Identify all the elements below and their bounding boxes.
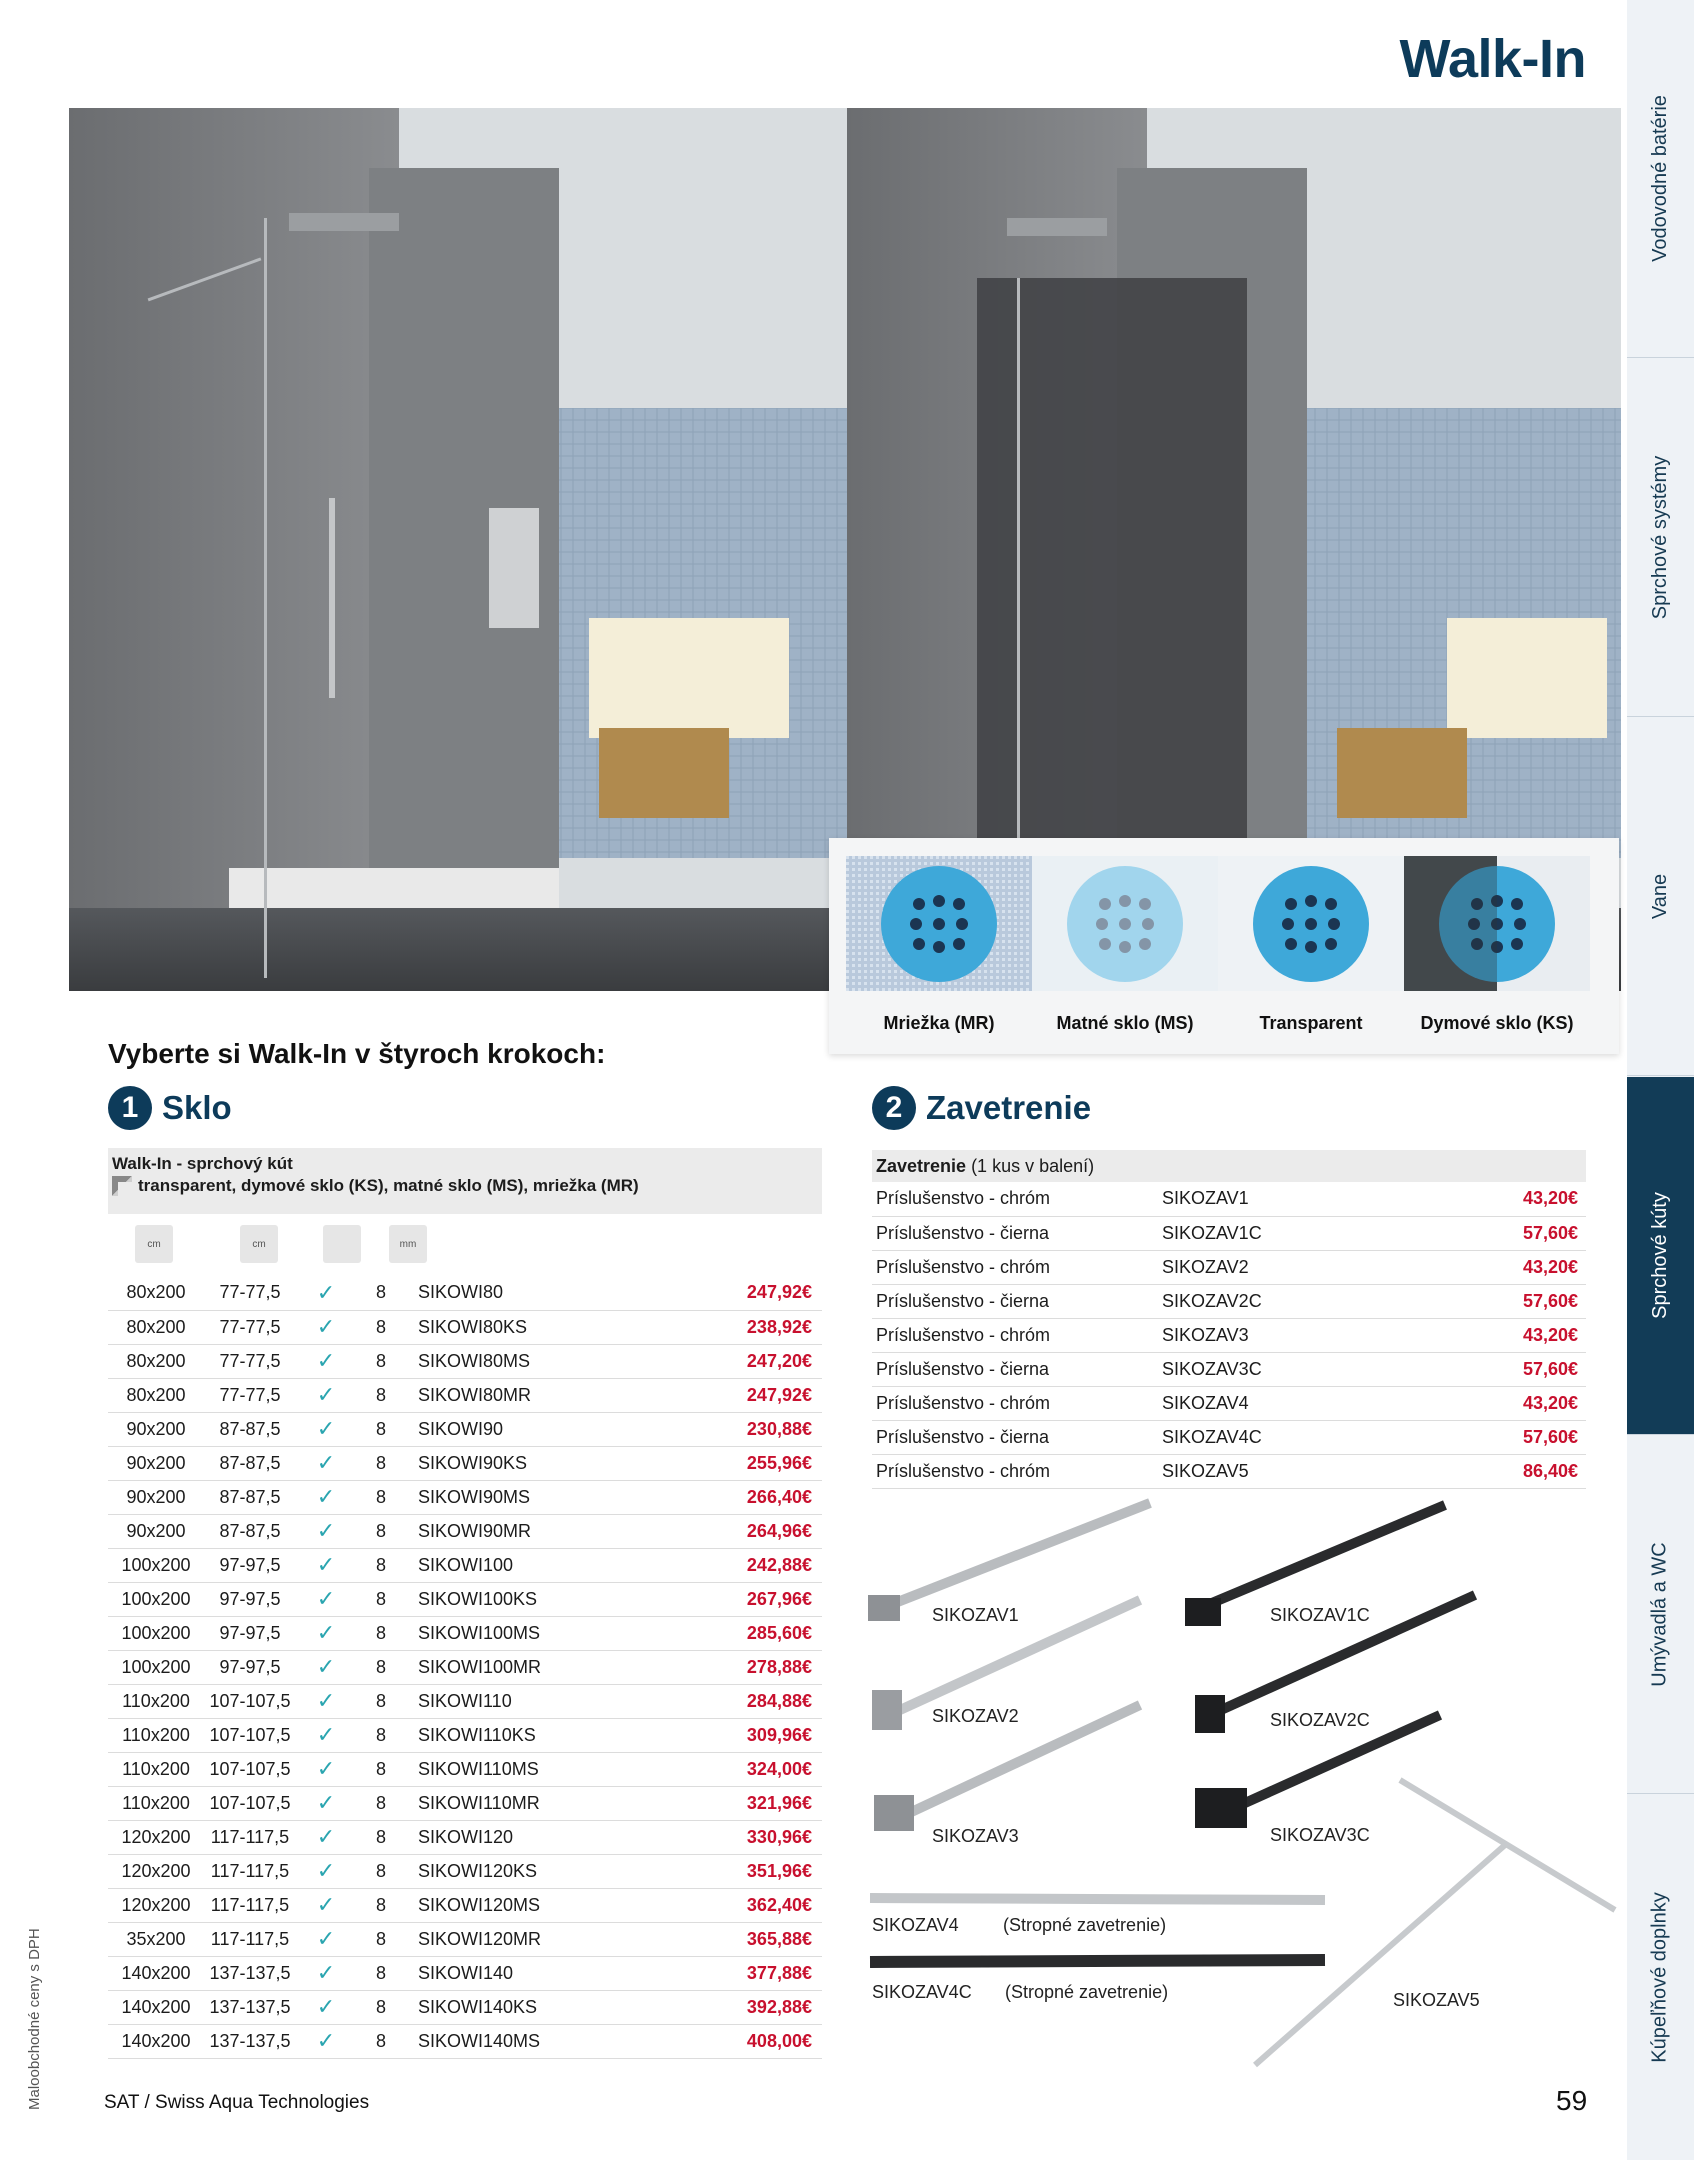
check-icon: ✓ [296, 1888, 356, 1922]
adjust-range-cell: 97-97,5 [204, 1548, 296, 1582]
adjust-range-cell: 137-137,5 [204, 1990, 296, 2024]
check-icon: ✓ [296, 1990, 356, 2024]
sikozav3c-image [1195, 1715, 1440, 1828]
swatch-transparent [1218, 856, 1404, 991]
thickness-cell: 8 [356, 1684, 406, 1718]
size-cell: 100x200 [108, 1548, 204, 1582]
check-icon: ✓ [296, 1616, 356, 1650]
check-icon: ✓ [296, 1412, 356, 1446]
price-cell: 285,60€ [662, 1616, 822, 1650]
table-row [872, 1454, 1586, 1488]
sidebar-item-sprchove-systemy[interactable] [1627, 359, 1694, 717]
product-code-cell: SIKOWI100 [406, 1548, 662, 1582]
description-cell: Príslušenstvo - čierna [872, 1420, 1162, 1454]
size-cell: 140x200 [108, 2024, 204, 2058]
table-row [108, 1582, 822, 1616]
thickness-cell: 8 [356, 1480, 406, 1514]
table-row [872, 1420, 1586, 1454]
thickness-cell: 8 [356, 1854, 406, 1888]
product-code-cell: SIKOWI110MS [406, 1752, 662, 1786]
price-cell: 351,96€ [662, 1854, 822, 1888]
table-row [108, 1310, 822, 1344]
product-label-sikozav1c: SIKOZAV1C [1270, 1605, 1370, 1625]
adjust-width-icon [240, 1225, 278, 1263]
price-cell: 247,92€ [662, 1378, 822, 1412]
table-row [108, 1888, 822, 1922]
thickness-cell: 8 [356, 2024, 406, 2058]
description-cell: Príslušenstvo - chróm [872, 1318, 1162, 1352]
product-label-sikozav5: SIKOZAV5 [1393, 1990, 1480, 2010]
product-code-cell: SIKOWI120 [406, 1820, 662, 1854]
product-code-cell: SIKOZAV2 [1162, 1250, 1462, 1284]
adjust-range-cell: 97-97,5 [204, 1650, 296, 1684]
icon-unit: mm [399, 1238, 417, 1250]
product-code-cell: SIKOWI80KS [406, 1310, 662, 1344]
size-cell: 120x200 [108, 1888, 204, 1922]
table-row [108, 1344, 822, 1378]
product-code-cell: SIKOWI90 [406, 1412, 662, 1446]
swatch-label: Mriežka (MR) [883, 1013, 995, 1033]
product-code-cell: SIKOZAV1 [1162, 1182, 1462, 1216]
product-label-sikozav2c: SIKOZAV2C [1270, 1710, 1370, 1730]
size-cell: 90x200 [108, 1514, 204, 1548]
adjust-range-cell: 117-117,5 [204, 1888, 296, 1922]
price-cell: 309,96€ [662, 1718, 822, 1752]
adjust-range-cell: 117-117,5 [204, 1820, 296, 1854]
step-title-text: Sklo [162, 1089, 232, 1126]
description-cell: Príslušenstvo - čierna [872, 1216, 1162, 1250]
price-cell: 362,40€ [662, 1888, 822, 1922]
table-title: Zavetrenie [876, 1155, 967, 1176]
product-code-cell: SIKOWI100KS [406, 1582, 662, 1616]
width-icon [135, 1225, 173, 1263]
size-cell: 140x200 [108, 1990, 204, 2024]
price-cell: 267,96€ [662, 1582, 822, 1616]
check-icon: ✓ [296, 1922, 356, 1956]
size-cell: 100x200 [108, 1582, 204, 1616]
price-cell: 264,96€ [662, 1514, 822, 1548]
table-row [108, 1786, 822, 1820]
description-cell: Príslušenstvo - čierna [872, 1284, 1162, 1318]
price-cell: 242,88€ [662, 1548, 822, 1582]
swatch-label: Matné sklo (MS) [1056, 1013, 1194, 1033]
sidebar-item-umyvadla-wc[interactable] [1627, 1436, 1694, 1794]
table-row [872, 1216, 1586, 1250]
table-title-note: (1 kus v balení) [971, 1155, 1095, 1176]
check-icon: ✓ [296, 1854, 356, 1888]
sikozav4-image [870, 1898, 1325, 1900]
check-icon: ✓ [296, 1752, 356, 1786]
sidebar-item-label: Umývadlá a WC [1649, 1542, 1672, 1687]
check-icon: ✓ [296, 1310, 356, 1344]
table-row [108, 1820, 822, 1854]
thickness-cell: 8 [356, 1650, 406, 1684]
product-code-cell: SIKOWI120MS [406, 1888, 662, 1922]
thickness-cell: 8 [356, 1412, 406, 1446]
stabilizer-bars-illustration [860, 1490, 1620, 2080]
product-code-cell: SIKOZAV4C [1162, 1420, 1462, 1454]
table-row [872, 1250, 1586, 1284]
table-row [872, 1318, 1586, 1352]
swatch-dymove-sklo [1404, 856, 1590, 991]
table-row [108, 1276, 822, 1310]
step1-title [108, 1086, 232, 1130]
product-note-sikozav4: (Stropné zavetrenie) [1003, 1915, 1167, 1935]
table-row [108, 1548, 822, 1582]
thickness-cell: 8 [356, 1888, 406, 1922]
table-row [108, 1480, 822, 1514]
swatch-label: Dymové sklo (KS) [1420, 1013, 1574, 1033]
thickness-cell: 8 [356, 1514, 406, 1548]
thickness-cell: 8 [356, 1310, 406, 1344]
size-cell: 110x200 [108, 1786, 204, 1820]
sidebar-item-label: Sprchové kúty [1649, 1192, 1672, 1319]
price-cell: 324,00€ [662, 1752, 822, 1786]
walk-in-product-table [108, 1276, 822, 2059]
adjust-range-cell: 97-97,5 [204, 1616, 296, 1650]
walk-in-photo-transparent [69, 108, 847, 991]
thickness-cell: 8 [356, 1446, 406, 1480]
adjust-range-cell: 117-117,5 [204, 1922, 296, 1956]
sidebar-item-label: Kúpeľňové doplnky [1649, 1892, 1671, 2063]
check-icon: ✓ [296, 1514, 356, 1548]
sidebar-item-sprchove-kuty[interactable] [1627, 1077, 1694, 1435]
table-row [108, 1446, 822, 1480]
description-cell: Príslušenstvo - chróm [872, 1386, 1162, 1420]
zavetrenie-table-header [872, 1150, 1586, 1182]
sikozav1-image [868, 1503, 1150, 1621]
product-code-cell: SIKOWI80MS [406, 1344, 662, 1378]
product-label-sikozav2: SIKOZAV2 [932, 1706, 1019, 1726]
price-cell: 408,00€ [662, 2024, 822, 2058]
table-row [108, 1514, 822, 1548]
table-row [108, 1616, 822, 1650]
thickness-cell: 8 [356, 1718, 406, 1752]
price-cell: 278,88€ [662, 1650, 822, 1684]
check-icon: ✓ [296, 1344, 356, 1378]
adjust-range-cell: 137-137,5 [204, 1956, 296, 1990]
page-title: Walk-In [1399, 29, 1586, 89]
price-cell: 43,20€ [1462, 1250, 1586, 1284]
table-row [108, 1412, 822, 1446]
product-code-cell: SIKOWI90MS [406, 1480, 662, 1514]
product-label-sikozav3: SIKOZAV3 [932, 1826, 1019, 1846]
price-note: Maloobchodné ceny s DPH [26, 1928, 43, 2110]
check-icon: ✓ [296, 1820, 356, 1854]
price-cell: 330,96€ [662, 1820, 822, 1854]
price-cell: 392,88€ [662, 1990, 822, 2024]
product-code-cell: SIKOZAV3 [1162, 1318, 1462, 1352]
thickness-cell: 8 [356, 1752, 406, 1786]
price-cell: 321,96€ [662, 1786, 822, 1820]
size-cell: 110x200 [108, 1684, 204, 1718]
table-row [108, 1650, 822, 1684]
adjust-range-cell: 77-77,5 [204, 1378, 296, 1412]
product-code-cell: SIKOWI100MS [406, 1616, 662, 1650]
adjust-range-cell: 77-77,5 [204, 1344, 296, 1378]
size-cell: 90x200 [108, 1480, 204, 1514]
check-icon: ✓ [296, 1718, 356, 1752]
size-cell: 120x200 [108, 1820, 204, 1854]
adjust-range-cell: 77-77,5 [204, 1310, 296, 1344]
product-code-cell: SIKOWI140KS [406, 1990, 662, 2024]
glass-swatch-panel [829, 838, 1619, 1054]
check-icon: ✓ [296, 1480, 356, 1514]
adjust-range-cell: 107-107,5 [204, 1684, 296, 1718]
price-cell: 57,60€ [1462, 1352, 1586, 1386]
table-row [108, 1752, 822, 1786]
adjust-range-cell: 87-87,5 [204, 1446, 296, 1480]
thickness-cell: 8 [356, 1548, 406, 1582]
table-subtitle-text: transparent, dymové sklo (KS), matné sklo (MS), mriežka (MR) [138, 1176, 639, 1195]
product-code-cell: SIKOZAV5 [1162, 1454, 1462, 1488]
adjust-range-cell: 107-107,5 [204, 1718, 296, 1752]
sidebar-item-vodovodne-baterie[interactable] [1627, 0, 1694, 358]
description-cell: Príslušenstvo - čierna [872, 1352, 1162, 1386]
product-code-cell: SIKOWI110MR [406, 1786, 662, 1820]
sidebar-item-label: Sprchové systémy [1649, 455, 1672, 620]
price-cell: 247,92€ [662, 1276, 822, 1310]
size-cell: 110x200 [108, 1718, 204, 1752]
size-cell: 80x200 [108, 1310, 204, 1344]
table-subtitle [112, 1176, 818, 1196]
thickness-cell: 8 [356, 1820, 406, 1854]
walk-in-table-header [108, 1148, 822, 1214]
swatch-matne-sklo [1032, 856, 1218, 991]
easy-clean-icon [323, 1225, 361, 1263]
swatch-mriezka [846, 856, 1032, 991]
step2-title [872, 1086, 1091, 1130]
table-row [108, 1854, 822, 1888]
adjust-range-cell: 77-77,5 [204, 1276, 296, 1310]
thickness-cell: 8 [356, 1990, 406, 2024]
table-row [872, 1284, 1586, 1318]
check-icon: ✓ [296, 1786, 356, 1820]
intro-heading: Vyberte si Walk-In v štyroch krokoch: [108, 1038, 606, 1069]
price-cell: 255,96€ [662, 1446, 822, 1480]
size-cell: 80x200 [108, 1276, 204, 1310]
adjust-range-cell: 97-97,5 [204, 1582, 296, 1616]
step-number-badge: 2 [872, 1086, 916, 1130]
product-code-cell: SIKOWI140MS [406, 2024, 662, 2058]
price-cell: 284,88€ [662, 1684, 822, 1718]
thickness-cell: 8 [356, 1956, 406, 1990]
price-cell: 266,40€ [662, 1480, 822, 1514]
page-number: 59 [1556, 2085, 1588, 2116]
product-note-sikozav4c: (Stropné zavetrenie) [1005, 1982, 1169, 2002]
product-code-cell: SIKOWI80 [406, 1276, 662, 1310]
product-code-cell: SIKOWI120MR [406, 1922, 662, 1956]
table-row [108, 1922, 822, 1956]
size-cell: 140x200 [108, 1956, 204, 1990]
price-cell: 57,60€ [1462, 1216, 1586, 1250]
check-icon: ✓ [296, 1684, 356, 1718]
price-cell: 247,20€ [662, 1344, 822, 1378]
description-cell: Príslušenstvo - chróm [872, 1182, 1162, 1216]
zavetrenie-product-table [872, 1150, 1586, 1489]
product-code-cell: SIKOWI120KS [406, 1854, 662, 1888]
description-cell: Príslušenstvo - chróm [872, 1454, 1162, 1488]
product-label-sikozav4c: SIKOZAV4C [872, 1982, 972, 2002]
adjust-range-cell: 87-87,5 [204, 1412, 296, 1446]
table-row [108, 1956, 822, 1990]
check-icon: ✓ [296, 1276, 356, 1310]
thickness-cell: 8 [356, 1276, 406, 1310]
check-icon: ✓ [296, 1548, 356, 1582]
table-row [108, 2024, 822, 2058]
product-code-cell: SIKOZAV1C [1162, 1216, 1462, 1250]
size-cell: 80x200 [108, 1378, 204, 1412]
table-row [108, 1990, 822, 2024]
check-icon: ✓ [296, 1446, 356, 1480]
thickness-cell: 8 [356, 1582, 406, 1616]
size-cell: 110x200 [108, 1752, 204, 1786]
product-code-cell: SIKOWI100MR [406, 1650, 662, 1684]
product-code-cell: SIKOWI110 [406, 1684, 662, 1718]
table-row [108, 1378, 822, 1412]
check-icon: ✓ [296, 1956, 356, 1990]
size-cell: 35x200 [108, 1922, 204, 1956]
price-cell: 43,20€ [1462, 1318, 1586, 1352]
product-label-sikozav3c: SIKOZAV3C [1270, 1825, 1370, 1845]
size-cell: 120x200 [108, 1854, 204, 1888]
step-title-text: Zavetrenie [926, 1089, 1092, 1126]
size-cell: 80x200 [108, 1344, 204, 1378]
sidebar-item-kupelnove-doplnky[interactable] [1627, 1795, 1694, 2160]
footer-brand: SAT / Swiss Aqua Technologies [104, 2092, 370, 2113]
product-code-cell: SIKOWI80MR [406, 1378, 662, 1412]
table-title: Walk-In - sprchový kút [112, 1154, 293, 1173]
thickness-cell: 8 [356, 1378, 406, 1412]
table-row [872, 1182, 1586, 1216]
size-cell: 90x200 [108, 1446, 204, 1480]
size-cell: 100x200 [108, 1616, 204, 1650]
sidebar-item-vane[interactable] [1627, 718, 1694, 1076]
price-cell: 86,40€ [1462, 1454, 1586, 1488]
table-row [108, 1718, 822, 1752]
price-cell: 57,60€ [1462, 1420, 1586, 1454]
price-cell: 43,20€ [1462, 1386, 1586, 1420]
adjust-range-cell: 107-107,5 [204, 1786, 296, 1820]
description-cell: Príslušenstvo - chróm [872, 1250, 1162, 1284]
glass-profile-icon [112, 1176, 132, 1196]
table-row [108, 1684, 822, 1718]
icon-unit: cm [252, 1238, 266, 1250]
product-code-cell: SIKOZAV4 [1162, 1386, 1462, 1420]
glass-thickness-icon [389, 1225, 427, 1263]
product-code-cell: SIKOWI90MR [406, 1514, 662, 1548]
thickness-cell: 8 [356, 1616, 406, 1650]
swatch-label: Transparent [1259, 1013, 1363, 1033]
thickness-cell: 8 [356, 1922, 406, 1956]
price-cell: 365,88€ [662, 1922, 822, 1956]
product-code-cell: SIKOWI110KS [406, 1718, 662, 1752]
adjust-range-cell: 87-87,5 [204, 1480, 296, 1514]
thickness-cell: 8 [356, 1786, 406, 1820]
price-cell: 230,88€ [662, 1412, 822, 1446]
check-icon: ✓ [296, 1378, 356, 1412]
product-code-cell: SIKOZAV3C [1162, 1352, 1462, 1386]
check-icon: ✓ [296, 1582, 356, 1616]
adjust-range-cell: 117-117,5 [204, 1854, 296, 1888]
product-code-cell: SIKOWI140 [406, 1956, 662, 1990]
category-sidebar [1627, 0, 1694, 2160]
product-code-cell: SIKOZAV2C [1162, 1284, 1462, 1318]
sidebar-item-label: Vodovodné batérie [1649, 95, 1671, 262]
check-icon: ✓ [296, 1650, 356, 1684]
sikozav5-image [1255, 1780, 1615, 2065]
price-cell: 57,60€ [1462, 1284, 1586, 1318]
price-cell: 377,88€ [662, 1956, 822, 1990]
product-label-sikozav4: SIKOZAV4 [872, 1915, 959, 1935]
product-code-cell: SIKOWI90KS [406, 1446, 662, 1480]
product-label-sikozav1: SIKOZAV1 [932, 1605, 1019, 1625]
icon-unit: cm [147, 1238, 161, 1250]
thickness-cell: 8 [356, 1344, 406, 1378]
table-row [872, 1386, 1586, 1420]
adjust-range-cell: 107-107,5 [204, 1752, 296, 1786]
table-row [872, 1352, 1586, 1386]
sikozav4c-image [870, 1960, 1325, 1962]
adjust-range-cell: 137-137,5 [204, 2024, 296, 2058]
step-number-badge: 1 [108, 1086, 152, 1130]
price-cell: 43,20€ [1462, 1182, 1586, 1216]
adjust-range-cell: 87-87,5 [204, 1514, 296, 1548]
sidebar-item-label: Vane [1648, 873, 1671, 920]
check-icon: ✓ [296, 2024, 356, 2058]
price-cell: 238,92€ [662, 1310, 822, 1344]
size-cell: 100x200 [108, 1650, 204, 1684]
size-cell: 90x200 [108, 1412, 204, 1446]
